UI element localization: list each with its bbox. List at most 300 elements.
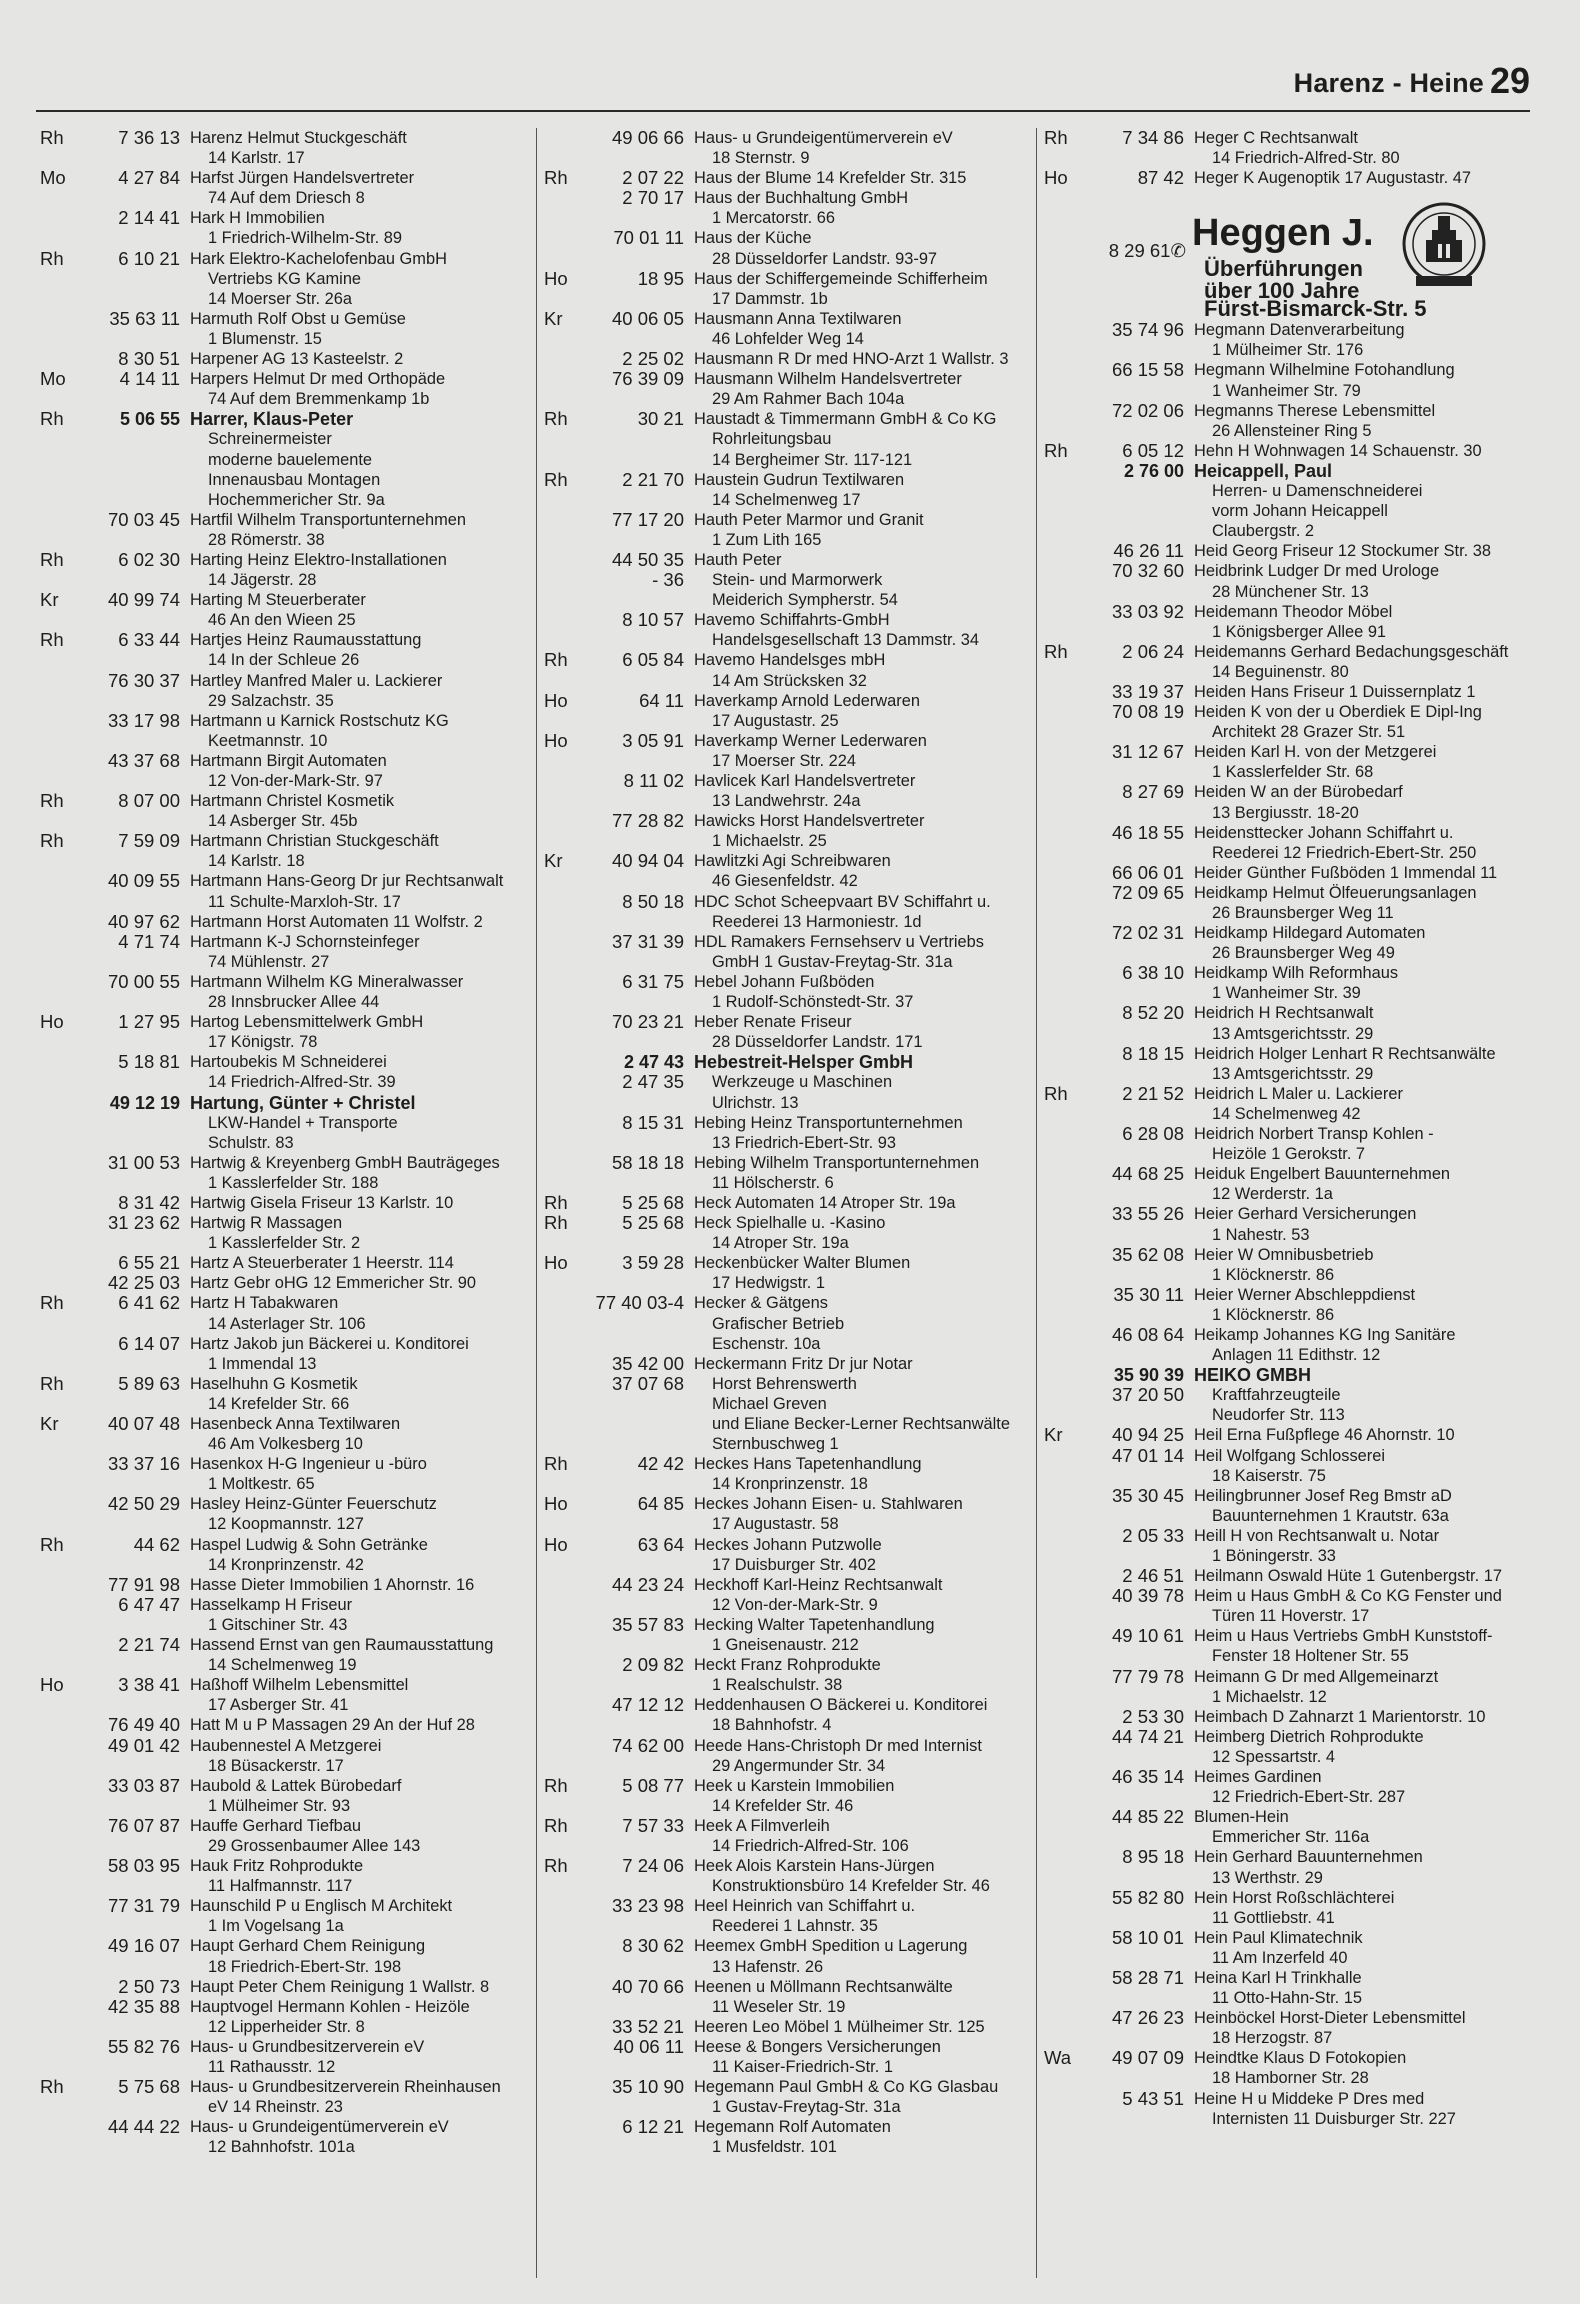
listing-continuation-line: [36, 1655, 530, 1675]
listing-entry: [36, 1595, 530, 1615]
listing-name: HEIKO GMBH: [1194, 1365, 1311, 1386]
listing-name: Hassend Ernst van gen Raumausstattung: [190, 1636, 494, 1655]
district-code: Rh: [544, 167, 568, 189]
listing-entry: [36, 1997, 530, 2017]
listing-name: Hasenbeck Anna Textilwaren: [190, 1415, 401, 1433]
listing-detail: 1 Friedrich-Wilhelm-Str. 89: [208, 229, 402, 248]
listing-name: Heckes Hans Tapetenhandlung: [694, 1455, 922, 1474]
district-code: Rh: [544, 1814, 568, 1836]
listing-entry: [540, 1655, 1034, 1675]
listing-name: Haus der Schiffergemeinde Schifferheim: [694, 269, 988, 288]
listing-continuation-line: [540, 1394, 1034, 1414]
listing-name: Hartmann Christel Kosmetik: [190, 792, 395, 811]
directory-column-3: [1040, 128, 1534, 2288]
listing-name: Heier W Omnibusbetrieb: [1194, 1245, 1374, 1264]
listing-entry: [540, 1052, 1034, 1072]
listing-name: Heidrich L Maler u. Lackierer: [1194, 1084, 1403, 1103]
phone-number: 3 59 28: [622, 1252, 684, 1274]
phone-number: 8 27 69: [1122, 781, 1184, 803]
phone-number: 72 09 65: [1111, 881, 1184, 903]
phone-number: 35 30 45: [1111, 1484, 1184, 1506]
phone-number: 47 26 23: [1111, 2007, 1184, 2029]
listing-continuation-line: [540, 671, 1034, 691]
listing-detail: Schulstr. 83: [208, 1133, 294, 1152]
listing-entry: [1040, 1767, 1534, 1787]
listing-entry: [36, 751, 530, 771]
listing-name: Heikamp Johannes KG Ing Sanitäre: [1194, 1325, 1456, 1344]
listing-name: Haupt Gerhard Chem Reinigung: [190, 1937, 426, 1956]
listing-name: Hartoubekis M Schneiderei: [190, 1053, 387, 1072]
listing-name: Heiden Karl H. von der Metzgerei: [1194, 743, 1437, 762]
listing-detail: 11 Kaiser-Friedrich-Str. 1: [712, 2058, 893, 2076]
listing-continuation-line: [540, 1916, 1034, 1936]
listing-continuation-line: [1040, 1144, 1534, 1164]
listing-detail: 14 Krefelder Str. 66: [208, 1394, 350, 1413]
listing-name: Heiden W an der Bürobedarf: [1194, 783, 1403, 802]
listing-entry: [36, 2117, 530, 2137]
listing-entry: [36, 1535, 530, 1555]
listing-name: Hasse Dieter Immobilien 1 Ahornstr. 16: [190, 1575, 475, 1594]
phone-number: 2 70 17: [622, 187, 684, 209]
listing-detail: 18 Sternstr. 9: [712, 149, 810, 168]
phone-number: 5 18 81: [118, 1051, 180, 1073]
phone-number: 44 85 22: [1111, 1806, 1184, 1828]
phone-number: 72 02 06: [1111, 399, 1184, 421]
listing-entry: [540, 650, 1034, 670]
listing-continuation-line: [540, 1514, 1034, 1534]
listing-continuation-line: [36, 1314, 530, 1334]
listing-detail: 1 Mercatorstr. 66: [712, 209, 835, 228]
listing-name: Heimberg Dietrich Rohprodukte: [1194, 1727, 1424, 1746]
listing-detail: 1 Michaelstr. 12: [1212, 1687, 1327, 1706]
listing-entry: [36, 1253, 530, 1273]
listing-name: Hartjes Heinz Raumausstattung: [190, 631, 422, 650]
listing-detail: 14 Atroper Str. 19a: [712, 1234, 849, 1253]
listing-entry: [36, 2037, 530, 2057]
phone-number: 2 06 24: [1122, 640, 1184, 662]
listing-name: Haustadt & Timmermann GmbH & Co KG: [694, 410, 997, 429]
listing-name: Hartz Jakob jun Bäckerei u. Konditorei: [190, 1334, 469, 1353]
phone-number: 4 14 11: [119, 368, 180, 390]
listing-name: Harrer, Klaus-Peter: [190, 409, 354, 430]
listing-continuation-line: [36, 1756, 530, 1776]
listing-continuation-line: [1040, 521, 1534, 541]
listing-name: Haustein Gudrun Textilwaren: [694, 470, 905, 489]
header-rule: [36, 110, 1530, 112]
listing-detail: 18 Friedrich-Ebert-Str. 198: [208, 1957, 402, 1976]
phone-number: 46 08 64: [1111, 1323, 1184, 1345]
listing-name: Haunschild P u Englisch M Architekt: [190, 1897, 453, 1916]
listing-name: Hawlitzki Agi Schreibwaren: [694, 852, 891, 871]
ad-company-name: Heggen J.: [1192, 212, 1374, 255]
phone-number: 66 06 01: [1111, 861, 1184, 883]
listing-name: Hegmanns Therese Lebensmittel: [1194, 401, 1436, 420]
page-title: Harenz - Heine: [1293, 68, 1484, 98]
listing-detail: 46 Am Volkesberg 10: [208, 1435, 363, 1454]
district-code: Kr: [544, 850, 563, 872]
phone-number: 7 57 33: [622, 1814, 684, 1836]
listing-continuation-line: [540, 1434, 1034, 1454]
listing-continuation-line: [540, 1414, 1034, 1434]
listing-name: Heil Wolfgang Schlosserei: [1194, 1446, 1386, 1465]
listing-detail: 18 Kaiserstr. 75: [1212, 1466, 1326, 1485]
listing-continuation-line: [36, 1555, 530, 1575]
listing-entry: [1040, 1446, 1534, 1466]
listing-entry: [36, 912, 530, 932]
phone-number: 40 70 66: [611, 1975, 684, 1997]
listing-continuation-line: [1040, 2109, 1534, 2129]
listing-detail: 1 Kasslerfelder Str. 68: [1212, 763, 1374, 782]
listing-name: Heck Automaten 14 Atroper Str. 19a: [694, 1193, 956, 1212]
listing-entry: [1040, 1486, 1534, 1506]
listing-continuation-line: [36, 1032, 530, 1052]
listing-detail: 1 Michaelstr. 25: [712, 832, 827, 851]
listing-continuation-line: [540, 1876, 1034, 1896]
phone-number: 77 31 79: [107, 1895, 180, 1917]
phone-number: 37 07 68: [611, 1372, 684, 1394]
phone-number: 77 79 78: [1111, 1665, 1184, 1687]
listing-continuation-line: [36, 1514, 530, 1534]
phone-number: 47 12 12: [611, 1694, 684, 1716]
phone-number: 8 15 31: [622, 1111, 684, 1133]
listing-entry: [36, 590, 530, 610]
phone-number: 40 07 48: [107, 1413, 180, 1434]
phone-number: 35 62 08: [1111, 1243, 1184, 1265]
listing-continuation-line: [540, 1133, 1034, 1153]
listing-name: Heidemann Theodor Möbel: [1194, 602, 1393, 621]
listing-entry: [1040, 1968, 1534, 1988]
listing-detail: 18 Hamborner Str. 28: [1212, 2069, 1369, 2088]
district-code: Rh: [544, 1774, 568, 1796]
phone-number: 6 47 47: [118, 1593, 180, 1615]
listing-entry: [36, 128, 530, 148]
listing-entry: [1040, 1365, 1534, 1385]
listing-continuation-line: [1040, 1747, 1534, 1767]
listing-continuation-line: [540, 570, 1034, 590]
phone-number: 44 23 24: [611, 1573, 684, 1595]
phone-number: 3 38 41: [118, 1674, 180, 1696]
listing-continuation-line: [36, 2017, 530, 2037]
page-header: [0, 58, 1580, 108]
district-code: Rh: [40, 247, 64, 269]
listing-entry: [540, 610, 1034, 630]
listing-name: Hartmann K-J Schornsteinfeger: [190, 932, 420, 951]
listing-continuation-line: [36, 1133, 530, 1153]
listing-detail: 17 Moerser Str. 224: [712, 751, 856, 770]
phone-number: 66 15 58: [1111, 359, 1184, 381]
listing-name: Hatt M u P Massagen 29 An der Huf 28: [190, 1716, 475, 1735]
listing-detail: 18 Büsackerstr. 17: [208, 1756, 344, 1775]
phone-number: 33 03 92: [1111, 600, 1184, 622]
listing-detail: 12 Von-der-Mark-Str. 97: [208, 772, 383, 790]
listing-entry: [540, 1535, 1034, 1555]
listing-entry: [1040, 1566, 1534, 1586]
phone-number: 3 05 91: [622, 729, 684, 751]
listing-continuation-line: [540, 1555, 1034, 1575]
listing-detail: Sternbuschweg 1: [712, 1435, 839, 1454]
phone-number: 7 24 06: [622, 1855, 684, 1877]
phone-number: 2 14 41: [118, 207, 180, 229]
phone-number: 55 82 80: [1111, 1886, 1184, 1908]
phone-number: 5 43 51: [1122, 2087, 1184, 2109]
listing-continuation-line: [1040, 1104, 1534, 1124]
listing-detail: 14 Bergheimer Str. 117-121: [712, 450, 913, 469]
phone-number: 87 42: [1137, 167, 1184, 189]
listing-name: Haspel Ludwig & Sohn Getränke: [190, 1535, 428, 1554]
listing-entry: [540, 1615, 1034, 1635]
listing-name: Heider Günther Fußböden 1 Immendal 11: [1194, 863, 1498, 882]
listing-name: Haverkamp Arnold Lederwaren: [694, 691, 920, 710]
listing-detail: 1 Blumenstr. 15: [208, 329, 322, 348]
listing-name: Heiden K von der u Oberdiek E Dipl-Ing: [1194, 703, 1482, 722]
listing-detail: Herren- u Damenschneiderei: [1212, 482, 1423, 501]
listing-entry: [1040, 863, 1534, 883]
listing-continuation-line: [1040, 1948, 1534, 1968]
phone-number: 46 18 55: [1111, 821, 1184, 843]
listing-detail: 1 Mülheimer Str. 176: [1212, 341, 1364, 360]
listing-name: Haupt Peter Chem Reinigung 1 Wallstr. 8: [190, 1977, 490, 1996]
listing-continuation-line: [36, 289, 530, 309]
listing-entry: [36, 1736, 530, 1756]
phone-number: 33 37 16: [107, 1453, 180, 1475]
phone-number: 72 02 31: [1111, 922, 1184, 944]
listing-entry: [36, 1273, 530, 1293]
listing-entry: [1040, 128, 1534, 148]
listing-name: Heidensttecker Johann Schiffahrt u.: [1194, 823, 1454, 842]
listing-continuation-line: [540, 871, 1034, 891]
listing-continuation-line: [1040, 1225, 1534, 1245]
listing-continuation-line: [1040, 722, 1534, 742]
listing-continuation-line: [540, 791, 1034, 811]
listing-name: Heier Werner Abschleppdienst: [1194, 1285, 1416, 1304]
listing-entry: [540, 1816, 1034, 1836]
listing-name: Hartz H Tabakwaren: [190, 1294, 339, 1313]
listing-entry: [540, 1113, 1034, 1133]
listing-name: Heine H u Middeke P Dres med: [1194, 2089, 1425, 2108]
listing-entry: [36, 309, 530, 329]
phone-number: 37 31 39: [611, 930, 684, 952]
listing-detail: 14 Am Strücksken 32: [712, 671, 867, 690]
district-code: Ho: [544, 1493, 568, 1515]
listing-detail: 1 Königsberger Allee 91: [1212, 622, 1387, 641]
phone-number: 7 34 86: [1122, 128, 1184, 148]
phone-number: 6 28 08: [1122, 1123, 1184, 1145]
listing-detail: 17 Augustastr. 58: [712, 1515, 839, 1534]
ad-line-2: über 100 Jahre: [1204, 278, 1360, 304]
listing-continuation-line: [36, 1113, 530, 1133]
listing-entry: [540, 1253, 1034, 1273]
listing-entry: [540, 1896, 1034, 1916]
listing-name: Heckt Franz Rohprodukte: [694, 1656, 881, 1675]
listing-name: Hawicks Horst Handelsvertreter: [694, 812, 925, 831]
listing-detail: 1 Klöcknerstr. 86: [1212, 1305, 1335, 1324]
listing-name: Hartwig & Kreyenberg GmbH Bauträgeges: [190, 1153, 500, 1172]
phone-number: 2 09 82: [622, 1654, 684, 1676]
listing-detail: 1 Böningerstr. 33: [1212, 1547, 1336, 1565]
phone-number: 6 33 44: [118, 629, 180, 651]
listing-continuation-line: [36, 329, 530, 349]
listing-name: Hauptvogel Hermann Kohlen - Heizöle: [190, 1997, 470, 2016]
phone-number: 8 52 20: [1122, 1002, 1184, 1024]
listing-detail: 14 Schelmenweg 42: [1212, 1104, 1361, 1123]
phone-number: 6 05 84: [622, 649, 684, 671]
listing-continuation-line: [36, 650, 530, 670]
listing-continuation-line: [1040, 903, 1534, 923]
listing-detail: Emmericher Str. 116a: [1212, 1828, 1370, 1847]
listing-entry: [540, 1012, 1034, 1032]
listing-detail: Anlagen 11 Edithstr. 12: [1212, 1346, 1381, 1365]
listing-entry: [540, 972, 1034, 992]
phone-number: 44 44 22: [107, 2116, 180, 2138]
listing-detail: 1 Zum Lith 165: [712, 530, 822, 549]
listing-continuation-line: [540, 630, 1034, 650]
phone-number: 42 25 03: [107, 1272, 180, 1294]
phone-number: 2 50 73: [118, 1975, 180, 1997]
listing-name: Heiduk Engelbert Bauunternehmen: [1194, 1165, 1451, 1184]
listing-detail: 14 Friedrich-Alfred-Str. 80: [1212, 149, 1400, 168]
listing-detail: 17 Asberger Str. 41: [208, 1696, 349, 1715]
listing-entry: [540, 2037, 1034, 2057]
listing-continuation-line: [36, 1957, 530, 1977]
listing-detail: 13 Bergiusstr. 18-20: [1212, 803, 1359, 822]
listing-entry: [1040, 320, 1534, 340]
listing-continuation-line: [36, 771, 530, 791]
listing-entry: [540, 1193, 1034, 1213]
phone-number: 58 03 95: [107, 1855, 180, 1877]
listing-continuation-line: [36, 952, 530, 972]
listing-name: Hebing Wilhelm Transportunternehmen: [694, 1153, 980, 1172]
phone-number: 8 30 62: [622, 1935, 684, 1957]
listing-name: Hein Paul Klimatechnik: [1194, 1928, 1363, 1947]
listing-name: Heber Renate Friseur: [694, 1013, 852, 1032]
listing-continuation-line: [540, 429, 1034, 449]
listing-continuation-line: [540, 1957, 1034, 1977]
listing-name: Haubennestel A Metzgerei: [190, 1736, 382, 1755]
listing-detail: Kraftfahrzeugteile: [1212, 1386, 1341, 1405]
listing-continuation-line: [36, 811, 530, 831]
listing-continuation-line: [1040, 1787, 1534, 1807]
listing-name: Haus- u Grundeigentümerverein eV: [694, 129, 953, 147]
phone-number: 44 62: [133, 1533, 180, 1555]
phone-number: 31 00 53: [107, 1151, 180, 1173]
listing-detail: 17 Augustastr. 25: [712, 711, 839, 730]
listing-continuation-line: [1040, 943, 1534, 963]
listing-name: Hartwig R Massagen: [190, 1214, 343, 1233]
listing-continuation-line: [36, 389, 530, 409]
listing-continuation-line: [36, 2097, 530, 2117]
listing-name: Heil Erna Fußpflege 46 Ahornstr. 10: [1194, 1426, 1455, 1445]
phone-number: 49 10 61: [1111, 1625, 1184, 1647]
listing-entry: [1040, 782, 1534, 802]
phone-number: 30 21: [637, 408, 684, 430]
phone-number: 46 26 11: [1113, 540, 1184, 562]
phone-number: 70 23 21: [611, 1011, 684, 1033]
listing-detail: 14 Beguinenstr. 80: [1212, 662, 1349, 681]
listing-detail: moderne bauelemente: [208, 450, 373, 469]
district-code: Ho: [40, 1674, 64, 1696]
listing-continuation-line: [540, 2097, 1034, 2117]
listing-detail: 14 Schelmenweg 19: [208, 1656, 357, 1675]
listing-name: Haus der Buchhaltung GmbH: [694, 189, 909, 208]
listing-entry: [1040, 702, 1534, 722]
listing-detail: 14 In der Schleue 26: [208, 651, 360, 670]
listing-continuation-line: [1040, 1827, 1534, 1847]
listing-detail: 1 Rudolf-Schönstedt-Str. 37: [712, 993, 914, 1012]
phone-number: 58 10 01: [1111, 1926, 1184, 1948]
listing-name: Heidbrink Ludger Dr med Urologe: [1194, 562, 1440, 581]
listing-detail: 1 Nahestr. 53: [1212, 1225, 1310, 1244]
listing-name: Heeren Leo Möbel 1 Mülheimer Str. 125: [694, 2017, 985, 2036]
listing-name: Haus- u Grundbesitzerverein Rheinhausen: [190, 2078, 501, 2097]
listing-entry: [1040, 1084, 1534, 1104]
phone-number: 6 12 21: [622, 2116, 684, 2138]
listing-entry: [36, 369, 530, 389]
listing-name: Haverkamp Werner Lederwaren: [694, 731, 927, 750]
listing-name: Hartmann u Karnick Rostschutz KG: [190, 711, 449, 730]
listing-continuation-line: [36, 269, 530, 289]
phone-number: - 36: [652, 569, 684, 591]
phone-number: 76 30 37: [107, 669, 180, 691]
listing-name: Heddenhausen O Bäckerei u. Konditorei: [694, 1696, 988, 1715]
listing-entry: [540, 1293, 1034, 1313]
phone-number: 8 11 02: [623, 770, 684, 791]
listing-name: Heel Heinrich van Schiffahrt u.: [694, 1897, 916, 1916]
listing-name: Hausmann Wilhelm Handelsvertreter: [694, 370, 962, 389]
listing-name: Hasselkamp H Friseur: [190, 1595, 353, 1614]
listing-name: Hauth Peter: [694, 550, 782, 569]
listing-name: Hausmann Anna Textilwaren: [694, 309, 902, 328]
phone-number: 44 50 35: [611, 548, 684, 570]
listing-detail: Handelsgesellschaft 13 Dammstr. 34: [712, 631, 979, 650]
listing-entry: [540, 1354, 1034, 1374]
listing-continuation-line: [1040, 1024, 1534, 1044]
listing-entry: [1040, 360, 1534, 380]
listing-continuation-line: [36, 1173, 530, 1193]
listing-entry: [1040, 1164, 1534, 1184]
district-code: Ho: [40, 1011, 64, 1033]
district-code: Kr: [40, 1413, 59, 1434]
listing-continuation-line: [1040, 148, 1534, 168]
listing-entry: [1040, 1928, 1534, 1948]
listing-detail: 12 Bahnhofstr. 101a: [208, 2138, 355, 2157]
phone-number: 8 18 15: [1122, 1042, 1184, 1064]
listing-detail: 14 Kronprinzenstr. 42: [208, 1555, 364, 1574]
listing-name: Havemo Handelsges mbH: [694, 651, 886, 670]
listing-entry: [540, 691, 1034, 711]
phone-number: 70 08 19: [1111, 701, 1184, 723]
listing-detail: Hochemmericher Str. 9a: [208, 490, 385, 509]
phone-number: 35 57 83: [611, 1613, 684, 1635]
listing-name: Heenen u Möllmann Rechtsanwälte: [694, 1977, 953, 1996]
listing-continuation-line: [36, 1916, 530, 1936]
directory-column-2: [540, 128, 1034, 2288]
phone-number: 6 31 75: [622, 970, 684, 992]
listing-continuation-line: [540, 992, 1034, 1012]
listing-name: Havemo Schiffahrts-GmbH: [694, 611, 890, 630]
listing-entry: [540, 1575, 1034, 1595]
listing-entry: [540, 510, 1034, 530]
listing-detail: 1 Kasslerfelder Str. 188: [208, 1173, 379, 1192]
phone-number: 7 36 13: [118, 128, 180, 148]
listing-detail: 1 Mülheimer Str. 93: [208, 1796, 351, 1815]
listing-continuation-line: [36, 470, 530, 490]
listing-entry: [1040, 1124, 1534, 1144]
listing-detail: 28 Innsbrucker Allee 44: [208, 993, 380, 1012]
phone-number: 6 10 21: [118, 247, 180, 269]
listing-entry: [36, 1293, 530, 1313]
listing-name: Haßhoff Wilhelm Lebensmittel: [190, 1676, 409, 1695]
phone-number: 40 06 05: [611, 307, 684, 329]
